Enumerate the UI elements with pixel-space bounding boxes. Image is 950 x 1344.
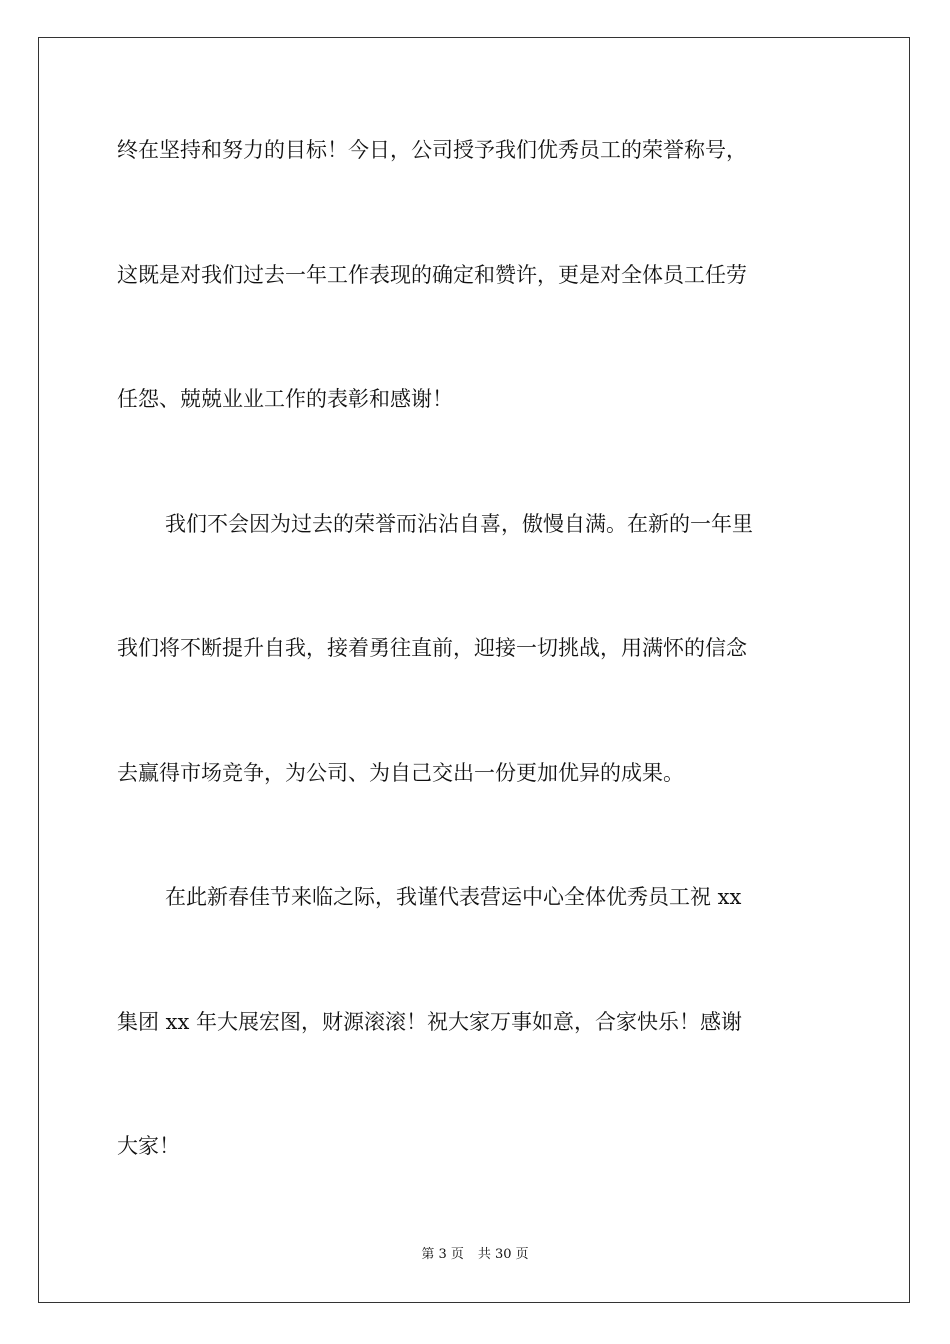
text-line-5: 我们将不断提升自我，接着勇往直前，迎接一切挑战，用满怀的信念 bbox=[117, 636, 747, 660]
text-line-9: 大家！ bbox=[117, 1134, 180, 1158]
text-line-4: 我们不会因为过去的荣誉而沾沾自喜，傲慢自满。在新的一年里 bbox=[165, 512, 753, 536]
page-frame bbox=[38, 37, 910, 1303]
text-line-8: 集团 xx 年大展宏图，财源滚滚！祝大家万事如意，合家快乐！感谢 bbox=[117, 1010, 743, 1034]
page-total: 共 30 页 bbox=[477, 1247, 529, 1262]
text-line-1: 终在坚持和努力的目标！今日，公司授予我们优秀员工的荣誉称号， bbox=[117, 138, 747, 162]
page-footer bbox=[0, 1246, 950, 1264]
page-number: 第 3 页 bbox=[421, 1247, 464, 1262]
text-line-2: 这既是对我们过去一年工作表现的确定和赞许，更是对全体员工任劳 bbox=[117, 263, 747, 287]
text-line-3: 任怨、兢兢业业工作的表彰和感谢！ bbox=[117, 387, 453, 411]
text-line-6: 去赢得市场竞争，为公司、为自己交出一份更加优异的成果。 bbox=[117, 761, 684, 785]
text-line-7: 在此新春佳节来临之际，我谨代表营运中心全体优秀员工祝 xx bbox=[165, 885, 742, 909]
